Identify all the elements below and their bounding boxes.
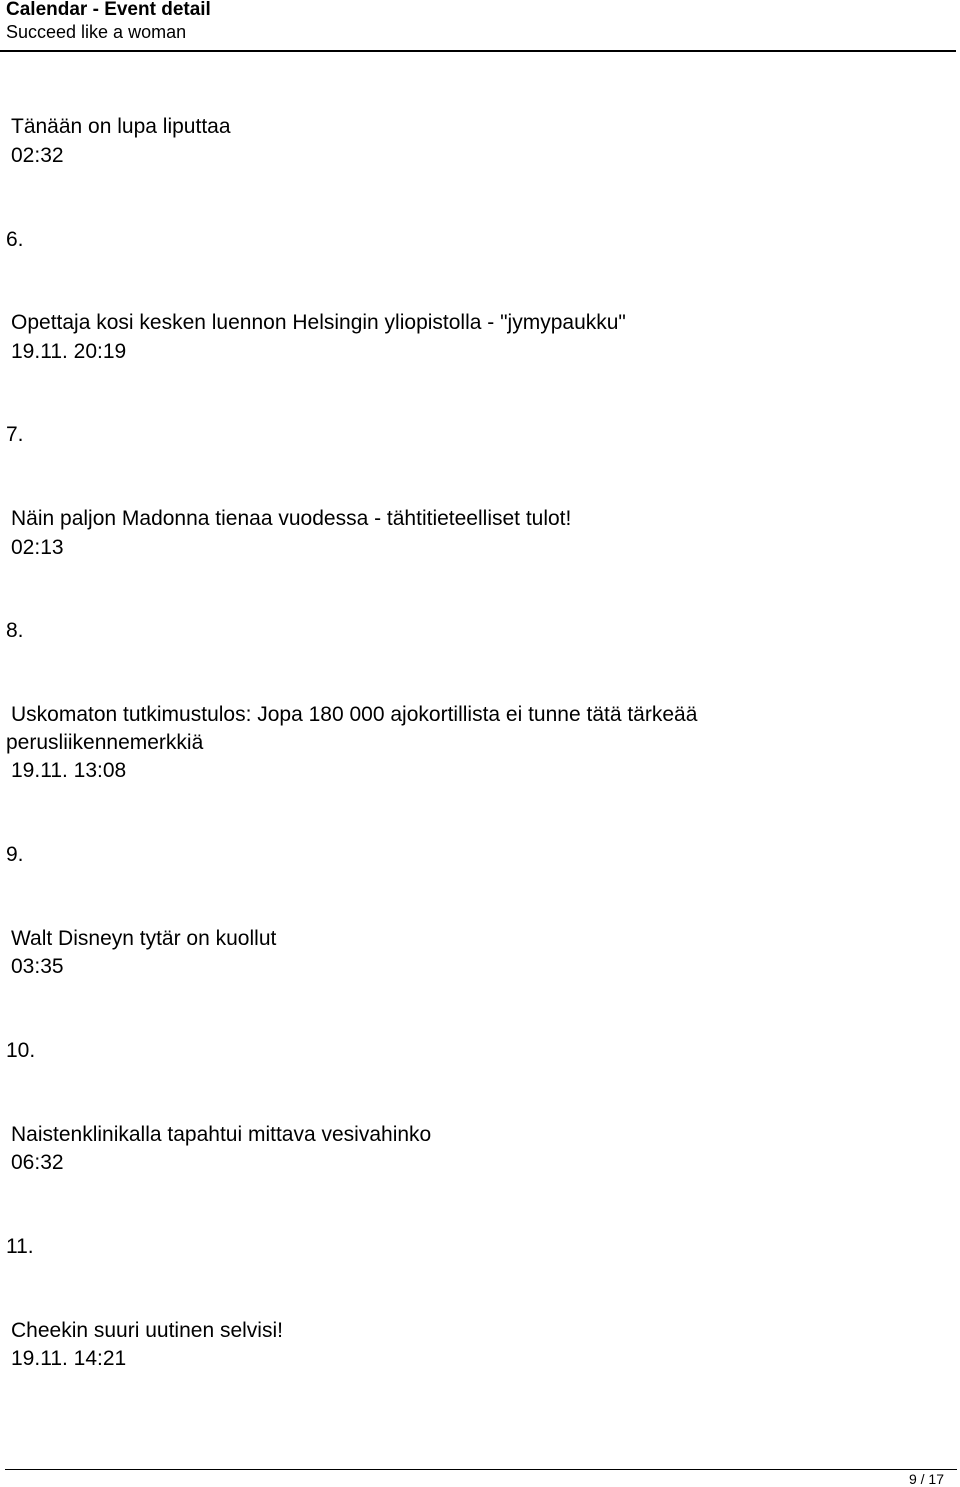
entry-title[interactable]: Tänään on lupa liputtaa [11, 115, 231, 138]
footer-divider [5, 1469, 957, 1470]
entry-number: 6. [6, 228, 24, 251]
entry-time: 19.11. 13:08 [11, 759, 127, 782]
entry-time: 03:35 [11, 955, 64, 978]
entry-number: 11. [6, 1235, 34, 1258]
page-title: Calendar - Event detail [6, 0, 211, 20]
entry-title[interactable]: Cheekin suuri uutinen selvisi! [11, 1319, 283, 1342]
entry-time: 06:32 [11, 1151, 64, 1174]
page-subtitle: Succeed like a woman [6, 22, 187, 42]
entry-title[interactable]: Näin paljon Madonna tienaa vuodessa - tähtitieteelliset tulot! [11, 507, 572, 530]
entry-time: 19.11. 20:19 [11, 340, 127, 363]
entry-number: 9. [6, 843, 24, 866]
page-number: 9 / 17 [908, 1471, 944, 1487]
entry-time: 19.11. 14:21 [11, 1347, 127, 1370]
entry-title[interactable]: Opettaja kosi kesken luennon Helsingin yliopistolla - "jymypaukku" [11, 311, 626, 334]
entry-time: 02:13 [11, 536, 64, 559]
entry-title[interactable]: Uskomaton tutkimustulos: Jopa 180 000 ajokortillista ei tunne tätä tärkeää perusliikennemerkkiä [6, 703, 698, 754]
entry-title[interactable]: Walt Disneyn tytär on kuollut [11, 927, 277, 950]
page-header [0, 0, 956, 52]
entry-number: 10. [6, 1039, 36, 1062]
entry-title[interactable]: Naistenklinikalla tapahtui mittava vesivahinko [11, 1123, 432, 1146]
entry-number: 7. [6, 423, 24, 446]
entry-number: 8. [6, 619, 24, 642]
entry-time: 02:32 [11, 144, 64, 167]
